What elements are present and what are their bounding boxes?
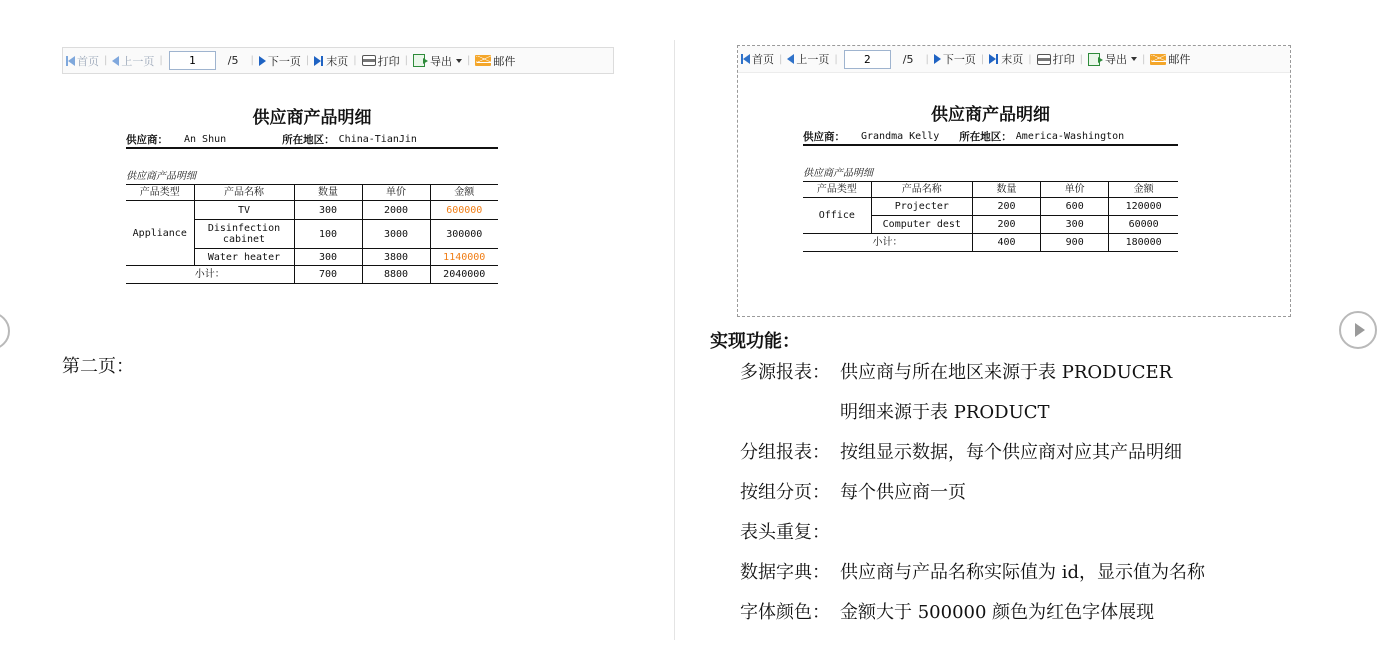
supplier-value: Grandma Kelly	[861, 131, 940, 142]
last-page-button[interactable]: 末页	[986, 51, 1026, 67]
region-label: 所在地区：	[282, 134, 335, 146]
feature-item: 明细来源于表 PRODUCT	[840, 402, 1050, 423]
subtotal-row: 小计： 400 900 180000	[803, 234, 1178, 252]
table-row: Office Projecter 200 600 120000	[803, 198, 1178, 216]
last-page-button[interactable]: 末页	[311, 53, 351, 69]
last-page-icon	[314, 56, 324, 66]
feature-item: 表头重复：	[740, 522, 830, 543]
export-button[interactable]: 导出	[1085, 51, 1140, 67]
page-total: /5	[227, 54, 239, 67]
prev-page-button[interactable]: 上一页	[109, 53, 157, 69]
print-button[interactable]: 打印	[359, 53, 403, 69]
export-icon	[1088, 53, 1100, 66]
first-page-button[interactable]: 首页	[63, 53, 102, 69]
next-page-icon	[259, 56, 266, 66]
table-row: Disinfection cabinet 100 3000 300000	[126, 220, 498, 249]
printer-icon	[1037, 54, 1051, 65]
export-icon	[413, 54, 425, 67]
subtotal-row: 小计： 700 8800 2040000	[126, 266, 498, 284]
feature-item: 分组报表： 按组显示数据，每个供应商对应其产品明细	[740, 442, 1182, 463]
detail-table	[126, 184, 498, 284]
report-toolbar-page2: 首页 | 上一页 | 2 /5 | 下一页 | 末页 | 打印 | 导出 | 邮件	[738, 46, 1290, 73]
prev-page-button[interactable]: 上一页	[784, 51, 832, 67]
next-page-button[interactable]: 下一页	[931, 51, 979, 67]
report-toolbar-page1: 首页 | 上一页 | 1 /5 | 下一页 | 末页 | 打印 | 导出 | 邮件	[62, 47, 614, 74]
supplier-value: An Shun	[184, 134, 227, 145]
first-page-icon	[66, 56, 75, 66]
region-value: America-Washington	[1015, 131, 1125, 142]
next-page-button[interactable]: 下一页	[256, 53, 304, 69]
supplier-label: 供应商：	[126, 134, 168, 146]
mail-icon	[1150, 54, 1166, 65]
supplier-label: 供应商：	[803, 131, 845, 143]
report-title: 供应商产品明细	[252, 108, 372, 128]
table-row: Computer dest 200 300 60000	[803, 216, 1178, 234]
group-cell: Appliance	[126, 201, 194, 266]
first-page-icon	[741, 54, 750, 64]
table-header-row: 产品类型 产品名称 数量 单价 金额	[126, 185, 498, 201]
table-row: Water heater 300 3800 1140000	[126, 249, 498, 266]
table-header-row: 产品类型 产品名称 数量 单价 金额	[803, 182, 1178, 198]
detail-subtitle: 供应商产品明细	[126, 171, 196, 182]
feature-item: 多源报表： 供应商与所在地区来源于表 PRODUCER	[740, 362, 1173, 383]
export-button[interactable]: 导出	[410, 53, 465, 69]
region-value: China-TianJin	[338, 134, 417, 145]
printer-icon	[362, 55, 376, 66]
column-divider	[674, 40, 675, 640]
prev-slide-button[interactable]	[0, 312, 10, 350]
mail-icon	[475, 55, 491, 66]
features-heading: 实现功能：	[710, 331, 800, 352]
arrow-right-icon	[1355, 323, 1365, 337]
detail-table	[803, 181, 1178, 252]
prev-page-icon	[112, 56, 119, 66]
report-page1	[126, 106, 498, 284]
page-number-input[interactable]	[169, 51, 216, 70]
table-row: Appliance TV 300 2000 600000	[126, 201, 498, 220]
features-section	[710, 330, 1350, 640]
chevron-down-icon	[1131, 57, 1137, 61]
feature-item: 字体颜色： 金额大于 500000 颜色为红色字体展现	[740, 602, 1155, 623]
page-total: /5	[902, 52, 914, 66]
supplier-line	[126, 132, 498, 149]
page-number-input[interactable]	[844, 50, 891, 69]
detail-subtitle: 供应商产品明细	[803, 168, 873, 179]
group-cell: Office	[803, 198, 871, 234]
region-label: 所在地区：	[959, 131, 1012, 143]
prev-page-icon	[787, 54, 794, 64]
feature-item: 数据字典： 供应商与产品名称实际值为 id，显示值为名称	[740, 562, 1205, 583]
mail-button[interactable]: 邮件	[1147, 51, 1193, 67]
next-page-icon	[934, 54, 941, 64]
print-button[interactable]: 打印	[1034, 51, 1078, 67]
report-page2	[803, 103, 1178, 252]
first-page-button[interactable]: 首页	[738, 51, 777, 67]
report-title: 供应商产品明细	[931, 105, 1050, 125]
chevron-down-icon	[456, 59, 462, 63]
page-two-label: 第二页：	[62, 356, 134, 377]
last-page-icon	[989, 54, 999, 64]
supplier-line	[803, 129, 1178, 146]
feature-item: 按组分页： 每个供应商一页	[740, 482, 966, 503]
mail-button[interactable]: 邮件	[472, 53, 518, 69]
